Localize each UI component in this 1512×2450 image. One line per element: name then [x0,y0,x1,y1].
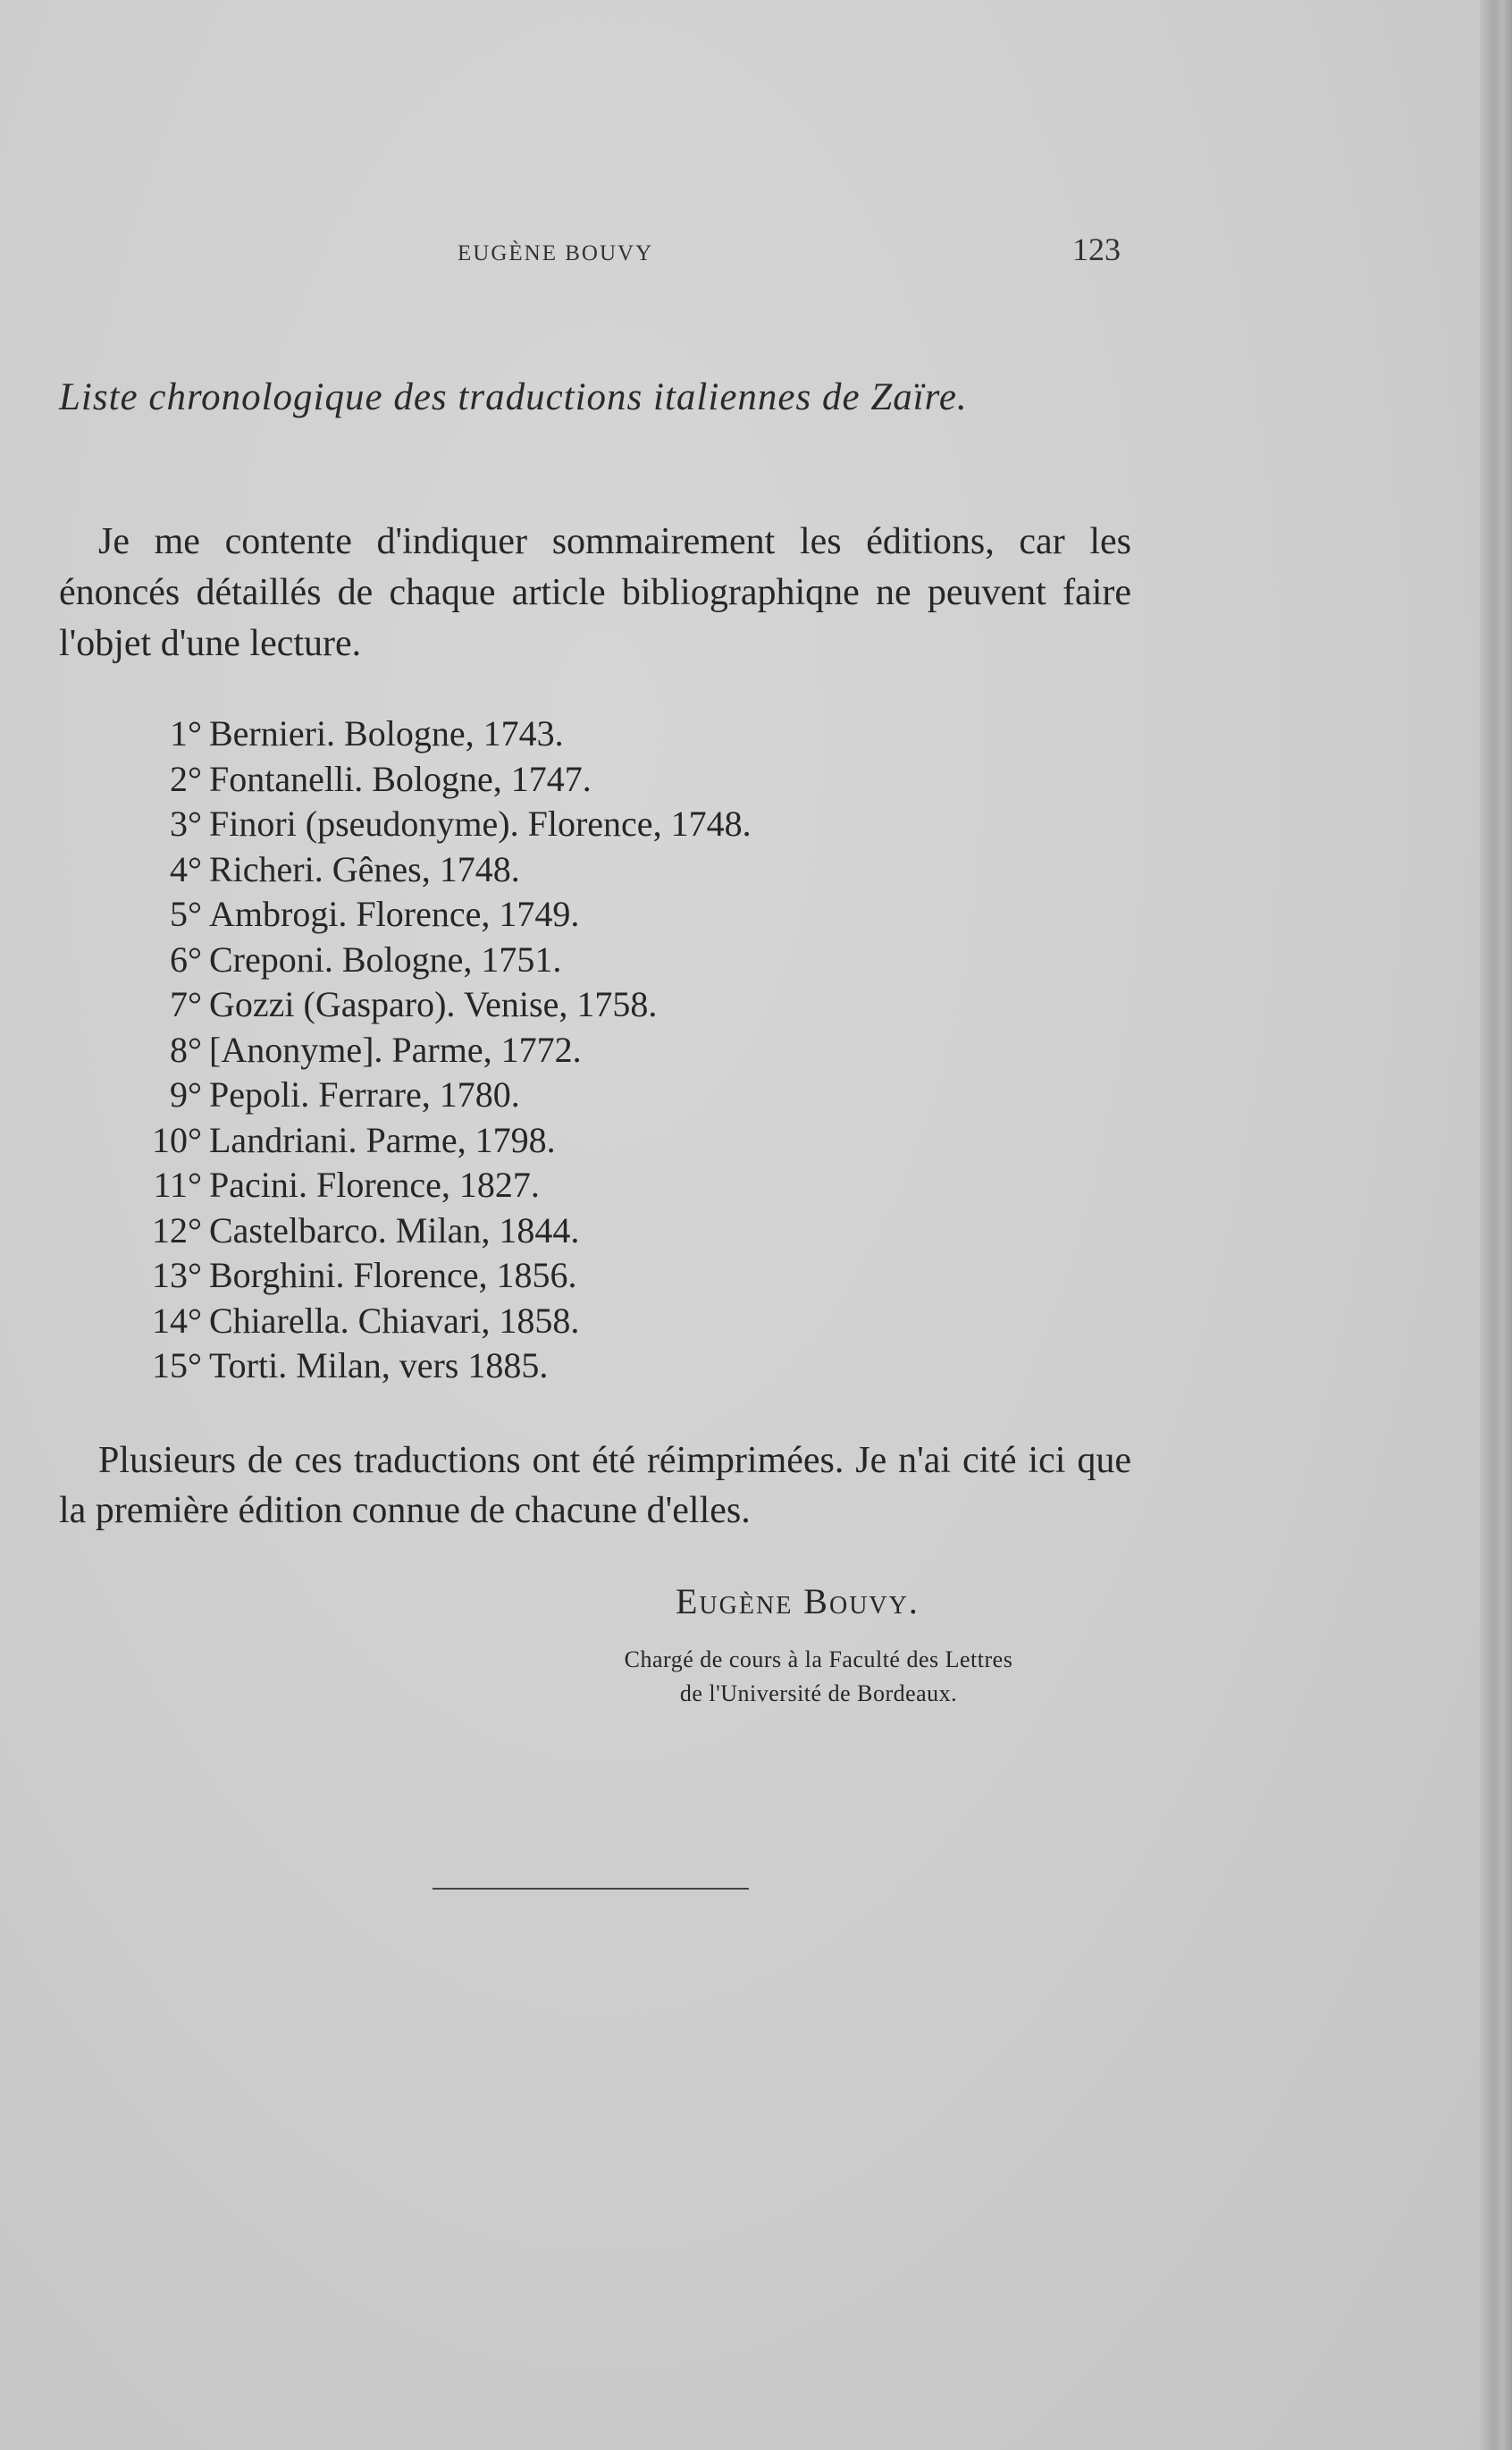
list-item-text: Landriani. Parme, 1798. [209,1119,556,1160]
list-item-text: Chiarella. Chiavari, 1858. [209,1300,580,1341]
list-item [134,847,752,893]
list-item-text: Castelbarco. Milan, 1844. [209,1209,580,1250]
affiliation-line: Chargé de cours à la Faculté des Lettres [624,1646,1013,1672]
list-item [134,892,752,938]
list-item [134,1208,752,1254]
list-item-text: Finori (pseudonyme). Florence, 1748. [209,804,752,844]
list-item-text: Bernieri. Bologne, 1743. [209,713,564,754]
list-item-number: 6° [170,939,202,980]
list-item [134,757,752,803]
list-item-text: Ambrogi. Florence, 1749. [209,894,580,934]
list-item [134,1073,752,1118]
intro-paragraph: Je me contente d'indiquer sommairement les éditions, car les énoncés détaillés de chaque article bibliographiqne ne peuvent faire l'objet d'une lecture. [59,521,1131,664]
list-item-number: 11° [153,1165,202,1205]
list-item-number: 4° [170,848,202,889]
list-item [134,982,752,1028]
list-item [134,1118,752,1164]
list-item [134,938,752,983]
list-item [134,1163,752,1208]
list-item [134,1028,752,1073]
list-item-number: 15° [152,1345,202,1385]
list-item-number: 2° [170,758,202,799]
author-signature: Eugène Bouvy. [676,1581,920,1621]
list-item-text: Pacini. Florence, 1827. [209,1165,540,1205]
end-rule [433,1888,749,1890]
list-item [134,1253,752,1299]
list-item-text: [Anonyme]. Parme, 1772. [209,1029,582,1070]
list-item-number: 12° [152,1209,202,1250]
affiliation-line: de l'Université de Bordeaux. [679,1680,958,1706]
list-item [134,1343,752,1389]
page-number: 123 [1072,232,1121,267]
closing-paragraph: Plusieurs de ces traductions ont été réimprimées. Je n'ai cité ici que la première édition connue de chacune d'elles. [59,1440,1131,1531]
list-item-number: 14° [152,1300,202,1341]
list-item-number: 7° [170,984,202,1024]
list-item-text: Torti. Milan, vers 1885. [209,1345,549,1385]
list-item-text: Creponi. Bologne, 1751. [209,939,562,980]
page-edge [1480,0,1512,2450]
page-header [0,231,1512,266]
list-item-text: Gozzi (Gasparo). Venise, 1758. [209,984,658,1024]
list-item [134,711,752,757]
list-item-text: Richeri. Gênes, 1748. [209,848,520,889]
list-item-number: 9° [170,1074,202,1115]
list-item-number: 10° [152,1119,202,1160]
list-item-number: 3° [170,804,202,844]
translation-list [134,711,752,1389]
list-item [134,802,752,847]
list-item-number: 8° [170,1029,202,1070]
list-item-number: 13° [152,1255,202,1295]
list-item-text: Borghini. Florence, 1856. [209,1255,577,1295]
author-affiliation [533,1643,1105,1711]
running-head: EUGÈNE BOUVY [458,241,654,265]
list-item [134,1299,752,1344]
list-item-number: 5° [170,894,202,934]
list-item-text: Pepoli. Ferrare, 1780. [209,1074,520,1115]
section-title: Liste chronologique des traductions italiennes de Zaïre. [59,376,968,418]
list-item-text: Fontanelli. Bologne, 1747. [209,758,592,799]
list-item-number: 1° [170,713,202,754]
